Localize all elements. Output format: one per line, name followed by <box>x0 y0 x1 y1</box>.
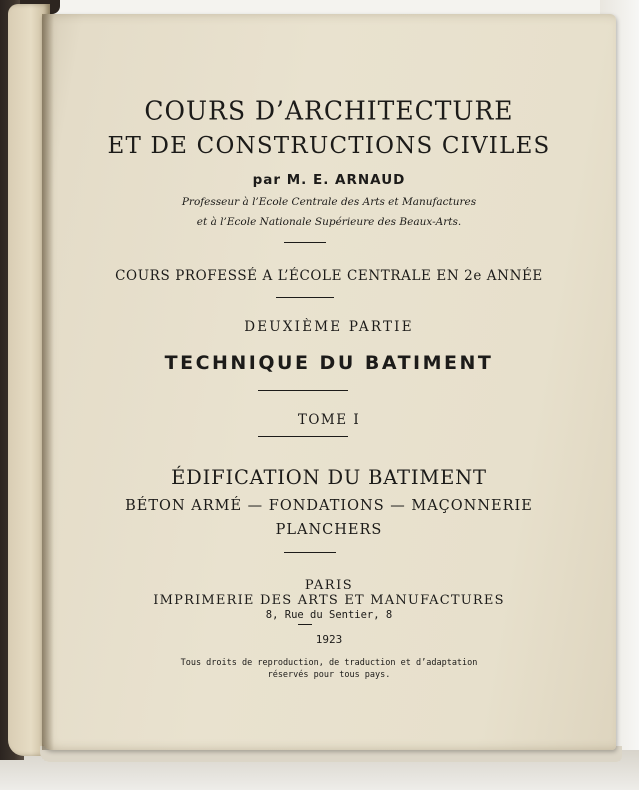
imprint-publisher: IMPRIMERIE DES ARTS ET MANUFACTURES <box>153 593 505 608</box>
divider-rule <box>284 552 336 553</box>
topics-line-2: PLANCHERS <box>275 522 383 538</box>
part-title: TECHNIQUE DU BATIMENT <box>164 352 494 374</box>
divider-rule <box>276 297 334 298</box>
course-note: COURS PROFESSÉ A L’ÉCOLE CENTRALE EN 2e ANNÉE <box>115 268 543 284</box>
publication-year: 1923 <box>315 633 343 646</box>
imprint-city: PARIS <box>304 578 354 593</box>
rights-notice-line-2: réservés pour tous pays. <box>267 670 391 680</box>
subject-title: ÉDIFICATION DU BATIMENT <box>171 466 487 489</box>
divider-rule <box>298 624 312 625</box>
divider-rule <box>284 242 326 243</box>
divider-rule <box>258 390 348 391</box>
rights-notice-line-1: Tous droits de reproduction, de traduction et d’adaptation <box>180 658 478 668</box>
title-line-1: COURS D’ARCHITECTURE <box>144 95 514 126</box>
affiliation-line-1: Professeur à l’Ecole Centrale des Arts et Manufactures <box>181 196 477 208</box>
affiliation-line-2: et à l’Ecole Nationale Supérieure des Beaux-Arts. <box>196 216 462 228</box>
author-line: par M. E. ARNAUD <box>252 172 406 188</box>
title-line-2: ET DE CONSTRUCTIONS CIVILES <box>107 133 551 159</box>
topics-line-1: BÉTON ARMÉ — FONDATIONS — MAÇONNERIE <box>125 498 533 514</box>
imprint-address: 8, Rue du Sentier, 8 <box>265 609 393 621</box>
part-label: DEUXIÈME PARTIE <box>244 319 414 335</box>
divider-rule <box>258 436 348 437</box>
volume-label: TOME I <box>297 412 361 428</box>
